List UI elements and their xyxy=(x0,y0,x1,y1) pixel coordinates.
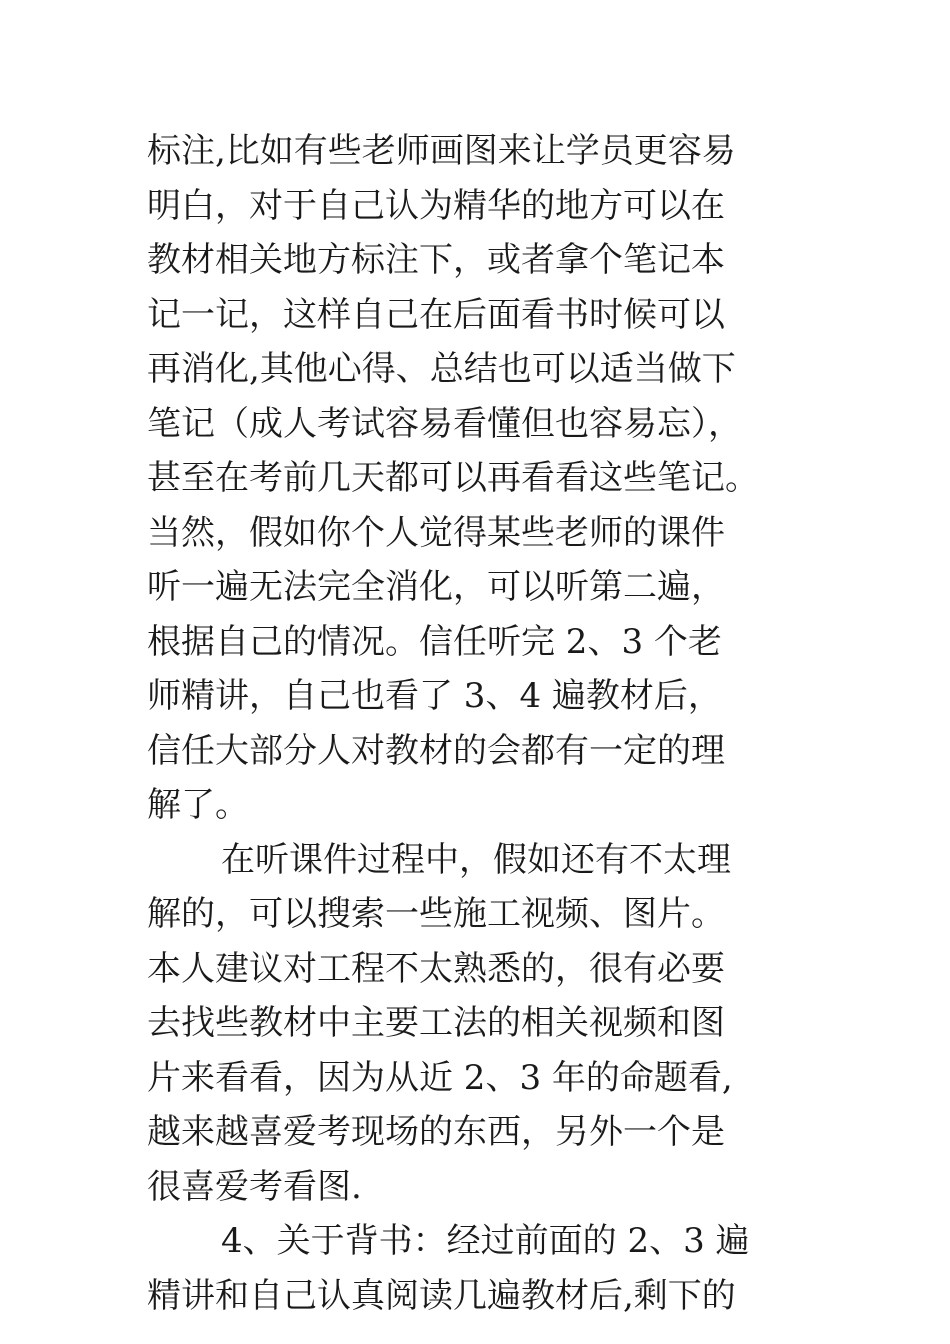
text-line: 标注,比如有些老师画图来让学员更容易 xyxy=(147,131,736,171)
text-line: 根据自己的情况。信任听完 2、3 个老 xyxy=(147,621,722,662)
text-line: 精讲和自己认真阅读几遍教材后,剩下的 xyxy=(147,1275,736,1316)
text-line: 越来越喜爱考现场的东西，另外一个是 xyxy=(147,1112,725,1152)
text-line: 信任大部分人对教材的会都有一定的理 xyxy=(147,730,725,771)
text-line: 再消化,其他心得、总结也可以适当做下 xyxy=(147,349,736,389)
text-line: 记一记，这样自己在后面看书时候可以 xyxy=(147,294,725,335)
text-line: 甚至在考前几天都可以再看看这些笔记。 xyxy=(147,458,759,498)
text-line: 片来看看，因为从近 2、3 年的命题看, xyxy=(147,1057,733,1098)
text-line: 师精讲，自己也看了 3、4 遍教材后， xyxy=(147,676,722,716)
paragraph-start-line: 4、关于背书：经过前面的 2、3 遍 xyxy=(221,1221,750,1261)
text-line: 教材相关地方标注下，或者拿个笔记本 xyxy=(147,240,725,280)
text-line: 笔记（成人考试容易看懂但也容易忘）， xyxy=(147,403,742,444)
text-line: 解了。 xyxy=(147,785,249,825)
text-line: 听一遍无法完全消化，可以听第二遍， xyxy=(147,567,725,607)
body-text xyxy=(147,124,827,1323)
paragraph-start-line: 在听课件过程中，假如还有不太理 xyxy=(221,839,731,880)
text-line: 解的，可以搜索一些施工视频、图片。 xyxy=(147,894,725,934)
text-line: 去找些教材中主要工法的相关视频和图 xyxy=(147,1003,725,1043)
text-line: 当然，假如你个人觉得某些老师的课件 xyxy=(147,512,725,553)
text-line: 本人建议对工程不太熟悉的，很有必要 xyxy=(147,948,725,989)
text-line: 明白，对于自己认为精华的地方可以在 xyxy=(147,185,725,226)
text-line: 很喜爱考看图. xyxy=(147,1166,362,1207)
